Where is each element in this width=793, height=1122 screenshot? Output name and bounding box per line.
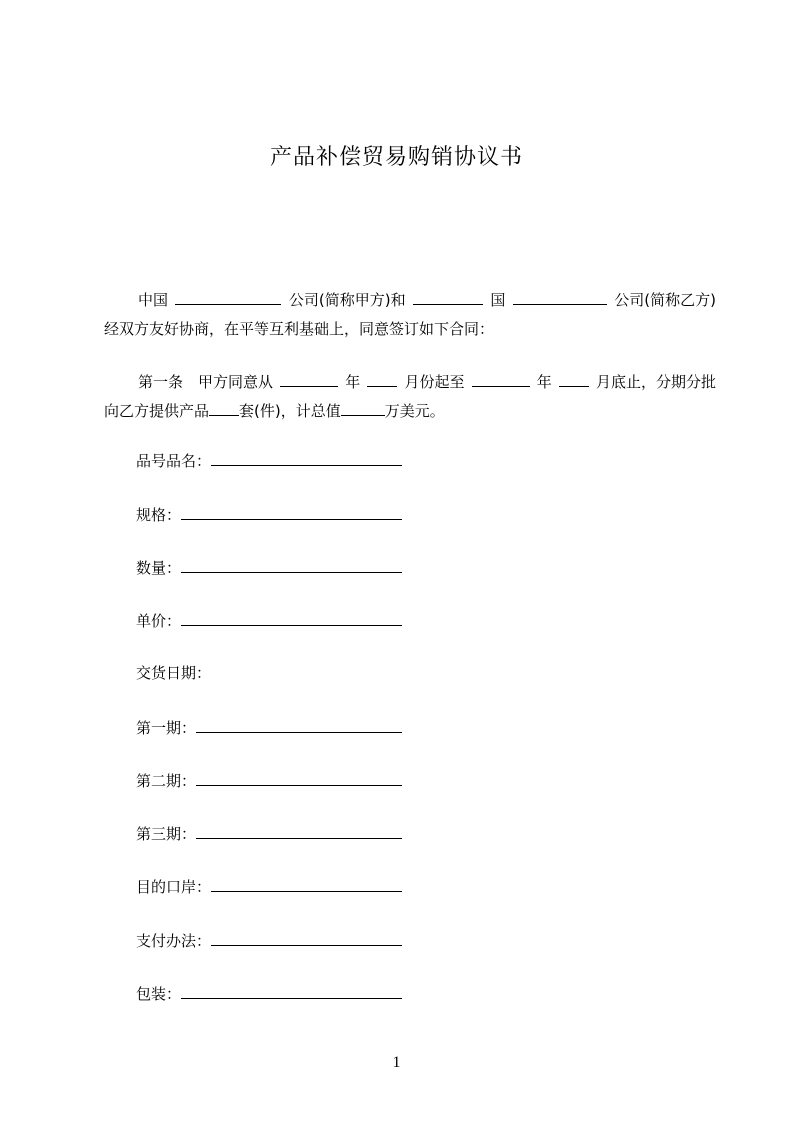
field-phase-2	[136, 770, 402, 791]
port-blank[interactable]	[211, 876, 402, 892]
field-spec	[136, 504, 402, 525]
party-b-name-blank[interactable]	[513, 290, 607, 305]
field-label: 规格：	[136, 506, 182, 524]
article-1-paragraph	[104, 368, 716, 426]
article-1-line-1	[104, 368, 716, 397]
field-label: 交货日期：	[136, 664, 212, 682]
end-month-blank[interactable]	[559, 372, 589, 387]
intro-text-4: 公司(简称乙方)	[614, 291, 716, 309]
field-label: 单价：	[136, 612, 182, 630]
field-label: 第三期：	[136, 825, 197, 843]
intro-paragraph	[104, 286, 716, 344]
field-label: 品号品名：	[136, 452, 212, 470]
page-number: 1	[392, 1054, 401, 1071]
packaging-blank[interactable]	[181, 983, 402, 999]
product-name-blank[interactable]	[211, 450, 402, 466]
field-label: 目的口岸：	[136, 878, 212, 896]
field-label: 第二期：	[136, 772, 197, 790]
field-label: 支付办法：	[136, 932, 212, 950]
field-packaging	[136, 983, 402, 1004]
intro-text-1: 中国	[138, 291, 169, 309]
quantity-blank[interactable]	[181, 557, 402, 573]
field-product-name	[136, 450, 402, 471]
field-delivery-date	[136, 663, 211, 683]
field-payment	[136, 930, 402, 951]
field-label: 第一期：	[136, 719, 197, 737]
field-quantity	[136, 557, 402, 578]
spec-blank[interactable]	[181, 504, 402, 520]
phase-3-blank[interactable]	[196, 823, 402, 839]
article-1-text-4: 年	[536, 373, 552, 391]
article-1-text-2: 年	[345, 373, 361, 391]
unit-price-blank[interactable]	[181, 610, 402, 626]
sets-count-blank[interactable]	[209, 401, 239, 416]
field-label: 包装：	[136, 985, 182, 1003]
party-b-country-blank[interactable]	[413, 290, 483, 305]
party-a-name-blank[interactable]	[175, 290, 281, 305]
intro-line-1	[104, 286, 716, 315]
end-year-blank[interactable]	[472, 372, 530, 387]
phase-1-blank[interactable]	[196, 717, 402, 733]
intro-line-2: 经双方友好协商，在平等互利基础上，同意签订如下合同：	[104, 320, 495, 338]
document-title: 产品补偿贸易购销协议书	[269, 145, 523, 170]
article-1-text-6: 向乙方提供产品	[104, 402, 210, 420]
article-1-text-7: 套(件)，计总值	[239, 402, 341, 420]
article-1-text-8: 万美元。	[384, 402, 445, 420]
total-value-blank[interactable]	[341, 401, 385, 416]
phase-2-blank[interactable]	[196, 770, 402, 786]
article-1-text-5: 月底止，分期分批	[595, 373, 716, 391]
article-1-text-3: 月份起至	[404, 373, 465, 391]
intro-text-2: 公司(简称甲方)和	[288, 291, 406, 309]
field-unit-price	[136, 610, 402, 631]
payment-blank[interactable]	[211, 930, 402, 946]
article-1-line-2	[104, 397, 716, 426]
start-month-blank[interactable]	[367, 372, 397, 387]
field-port	[136, 876, 402, 897]
field-phase-3	[136, 823, 402, 844]
field-label: 数量：	[136, 559, 182, 577]
start-year-blank[interactable]	[280, 372, 338, 387]
intro-text-3: 国	[490, 291, 506, 309]
article-1-text-1: 第一条 甲方同意从	[138, 373, 274, 391]
field-phase-1	[136, 717, 402, 738]
